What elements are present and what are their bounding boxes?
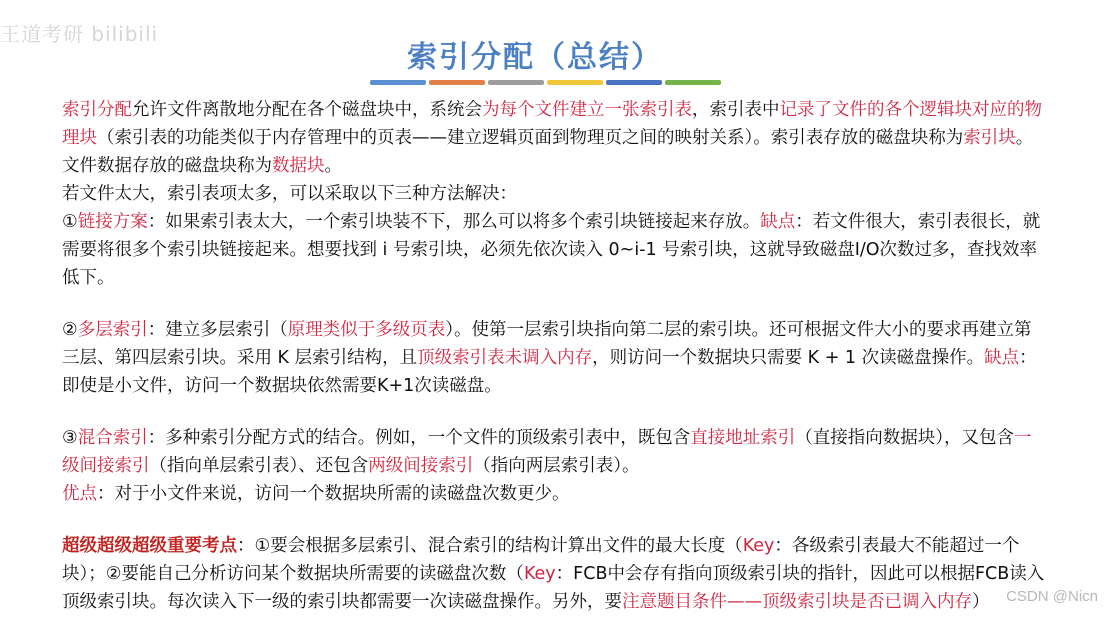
body-text: ③ (62, 428, 78, 448)
highlight-text: 为每个文件建立一张索引表 (482, 100, 692, 120)
highlight-text: 直接地址索引 (690, 428, 796, 448)
body-text: ：如果索引表太大，一个索引块装不下，那么可以将多个索引块链接起来存放。 (147, 212, 761, 232)
color-bar-segment (370, 80, 426, 85)
body-text: （直接指向数据块），又包含 (795, 428, 1014, 448)
paragraph (62, 208, 1047, 292)
paragraph (62, 424, 1047, 508)
body-text: 允许文件离散地分配在各个磁盘块中，系统会 (132, 100, 482, 120)
highlight-text: 两级间接索引 (368, 456, 474, 476)
body-text: ，索引表中 (692, 100, 780, 120)
slide-body (62, 96, 1047, 616)
paragraph-gap (62, 292, 1047, 316)
paragraph-gap (62, 400, 1047, 424)
paragraph (62, 96, 1047, 180)
body-text: ：①要会根据多层索引、混合索引的结构计算出文件的最大长度（ (237, 536, 743, 556)
color-bar-segment (488, 80, 544, 85)
highlight-text: Key (742, 536, 775, 556)
color-bar-segment (547, 80, 603, 85)
watermark-bottom: CSDN @Nicn (1006, 588, 1098, 605)
highlight-text: 索引块 (963, 128, 1016, 148)
body-text: 。 (324, 156, 342, 176)
body-text: （指向两层索引表）。 (473, 456, 640, 476)
highlight-text: 记录了文件的各个逻辑块对应的物理块 (62, 100, 1042, 148)
watermark-top: 王道考研 bilibili (0, 22, 159, 46)
page-title: 索引分配（总结） (407, 40, 663, 75)
body-text: 。文件数据存放的磁盘块称为 (62, 128, 1034, 176)
body-text: ） (972, 592, 990, 612)
highlight-text: 缺点 (984, 348, 1020, 368)
title-color-bar (370, 80, 721, 85)
body-text: 若文件太大，索引表项太多，可以采取以下三种方法解决： (62, 184, 517, 204)
highlight-text: 混合索引 (77, 428, 148, 448)
highlight-text: 注意题目条件——顶级索引块是否已调入内存 (622, 592, 972, 612)
highlight-text: 顶级索引表未调入内存 (417, 348, 593, 368)
body-text: ：FCB中会存有指向顶级索引块的指针，因此可以根据FCB读入顶级索引块。每次读入下一级的索引块都需要一次读磁盘操作。另外，要 (62, 564, 1045, 612)
key-point-label: 超级超级超级重要考点 (62, 536, 237, 556)
highlight-text: 缺点 (760, 212, 796, 232)
highlight-text: 优点 (62, 484, 97, 504)
color-bar-segment (665, 80, 721, 85)
body-text: ：若文件很大，索引表很长，就需要将很多个索引块链接起来。想要找到 i 号索引块，必须先依次读入 0~i-1 号索引块，这就导致磁盘I/O次数过多，查找效率低下。 (62, 212, 1041, 288)
color-bar-segment (606, 80, 662, 85)
body-text: （指向单层索引表）、还包含 (149, 456, 369, 476)
body-text: ，则访问一个数据块只需要 K + 1 次读磁盘操作。 (592, 348, 985, 368)
highlight-text: 索引分配 (62, 100, 132, 120)
highlight-text: 链接方案 (77, 212, 148, 232)
body-text: ① (62, 212, 78, 232)
body-text: ：建立多层索引（ (147, 320, 288, 340)
paragraph (62, 532, 1047, 616)
body-text: ：各级索引表最大不能超过一个块）；②要能自己分析访问某个数据块所需要的读磁盘次数（ (62, 536, 1020, 584)
highlight-text: Key (523, 564, 556, 584)
body-text: ）。使第一层索引块指向第二层的索引块。还可根据文件大小的要求再建立第三层、第四层索引块。采用 K 层索引结构，且 (62, 320, 1032, 368)
paragraph-gap (62, 508, 1047, 532)
paragraph (62, 180, 1047, 208)
highlight-text: 多层索引 (77, 320, 148, 340)
body-text: ：多种索引分配方式的结合。例如，一个文件的顶级索引表中，既包含 (147, 428, 691, 448)
body-text: ：即使是小文件，访问一个数据块依然需要K+1次读磁盘。 (62, 348, 1037, 396)
color-bar-segment (429, 80, 485, 85)
highlight-text: 一级间接索引 (62, 428, 1032, 476)
body-text: （索引表的功能类似于内存管理中的页表——建立逻辑页面到物理页之间的映射关系）。索引表存放的磁盘块称为 (97, 128, 964, 148)
highlight-text: 数据块 (272, 156, 325, 176)
paragraph (62, 316, 1047, 400)
body-text: ：对于小文件来说，访问一个数据块所需的读磁盘次数更少。 (97, 484, 570, 504)
body-text: ② (62, 320, 78, 340)
highlight-text: 原理类似于多级页表 (287, 320, 446, 340)
